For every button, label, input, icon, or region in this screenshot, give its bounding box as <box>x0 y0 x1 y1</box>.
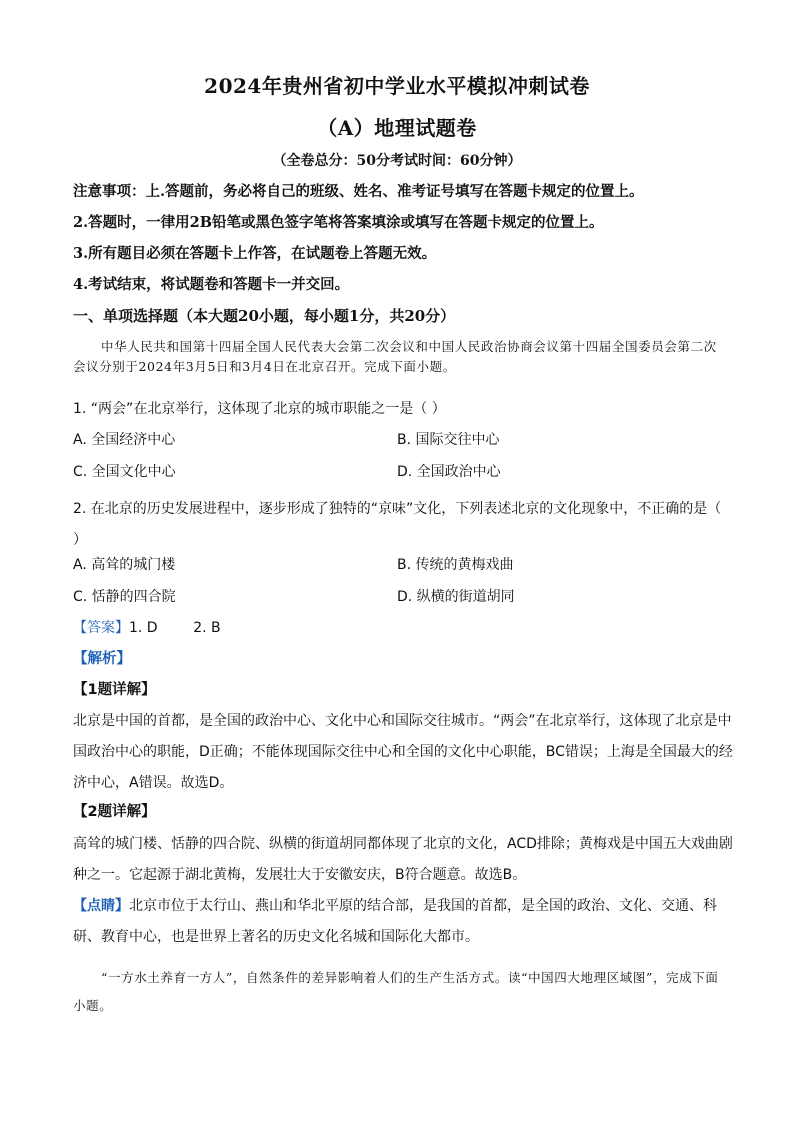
q2-option-c: C. 恬静的四合院 <box>73 589 176 605</box>
detail-1-label: 【1题详解】 <box>73 682 156 698</box>
question-1-stem: 1. “两会”在北京举行，这体现了北京的城市职能之一是（ ） <box>73 401 446 417</box>
q2-option-d: D. 纵横的街道胡同 <box>397 589 515 605</box>
comment-block <box>73 891 733 953</box>
notice-4: 4.考试结束，将试题卷和答题卡一并交回。 <box>73 276 350 293</box>
detail-1-text: 北京是中国的首都，是全国的政治中心、文化中心和国际交往城市。“两会”在北京举行，这体现了北京是中国政治中心的职能，D正确；不能体现国际交往中心和全国的文化中心职能，BC错误；上海是全国最大的经济中心，A错误。故选D。 <box>73 713 733 791</box>
q2-option-a: A. 高耸的城门楼 <box>73 557 176 573</box>
q2-option-b: B. 传统的黄梅戏曲 <box>397 557 514 573</box>
q1-option-d: D. 全国政治中心 <box>397 464 501 480</box>
notice-3: 3.所有题目必须在答题卡上作答，在试题卷上答题无效。 <box>73 245 437 262</box>
question-intro-2: “一方水土养育一方人”，自然条件的差异影响着人们的生产生活方式。读“中国四大地理区域图”，完成下面小题。 <box>73 970 719 1013</box>
notice-1: 注意事项：上.答题前，务必将自己的班级、姓名、准考证号填写在答题卡规定的位置上。 <box>73 183 644 200</box>
q1-option-c: C. 全国文化中心 <box>73 464 176 480</box>
exam-info: （全卷总分：50分考试时间：60分钟） <box>272 153 522 169</box>
analysis-label: 【解析】 <box>73 651 131 667</box>
detail-2-text: 高耸的城门楼、恬静的四合院、纵横的街道胡同都体现了北京的文化，ACD排除；黄梅戏是中国五大戏曲剧种之一。它起源于湖北黄梅，发展壮大于安徽安庆，B符合题意。故选B。 <box>73 836 733 883</box>
comment-label: 【点睛】 <box>73 898 129 914</box>
detail-2-label: 【2题详解】 <box>73 804 156 820</box>
section-heading: 一、单项选择题（本大题20小题，每小题1分，共20分） <box>73 307 456 325</box>
notice-2: 2.答题时，一律用2B铅笔或黑色签字笔将答案填涂或填写在答题卡规定的位置上。 <box>73 214 604 231</box>
question-intro-1: 中华人民共和国第十四届全国人民代表大会第二次会议和中国人民政治协商会议第十四届全国委员会第二次会议分别于2024年3月5日和3月4日在北京召开。完成下面小题。 <box>73 339 717 374</box>
answer-label: 【答案】 <box>73 620 129 636</box>
question-2-stem: 2. 在北京的历史发展进程中，逐步形成了独特的“京味”文化，下列表述北京的文化现象中，不正确的是（ ） <box>73 501 722 548</box>
q1-option-b: B. 国际交往中心 <box>397 432 500 448</box>
comment-text: 北京市位于太行山、燕山和华北平原的结合部，是我国的首都，是全国的政治、文化、交通、科研、教育中心，也是世界上著名的历史文化名城和国际化大都市。 <box>73 898 717 945</box>
answer-line <box>73 618 221 638</box>
q1-option-a: A. 全国经济中心 <box>73 432 176 448</box>
answer-value: 1. D 2. B <box>129 620 221 636</box>
exam-title: 2024年贵州省初中学业水平模拟冲刺试卷 <box>204 74 590 98</box>
exam-subtitle: （A）地理试题卷 <box>317 116 477 140</box>
